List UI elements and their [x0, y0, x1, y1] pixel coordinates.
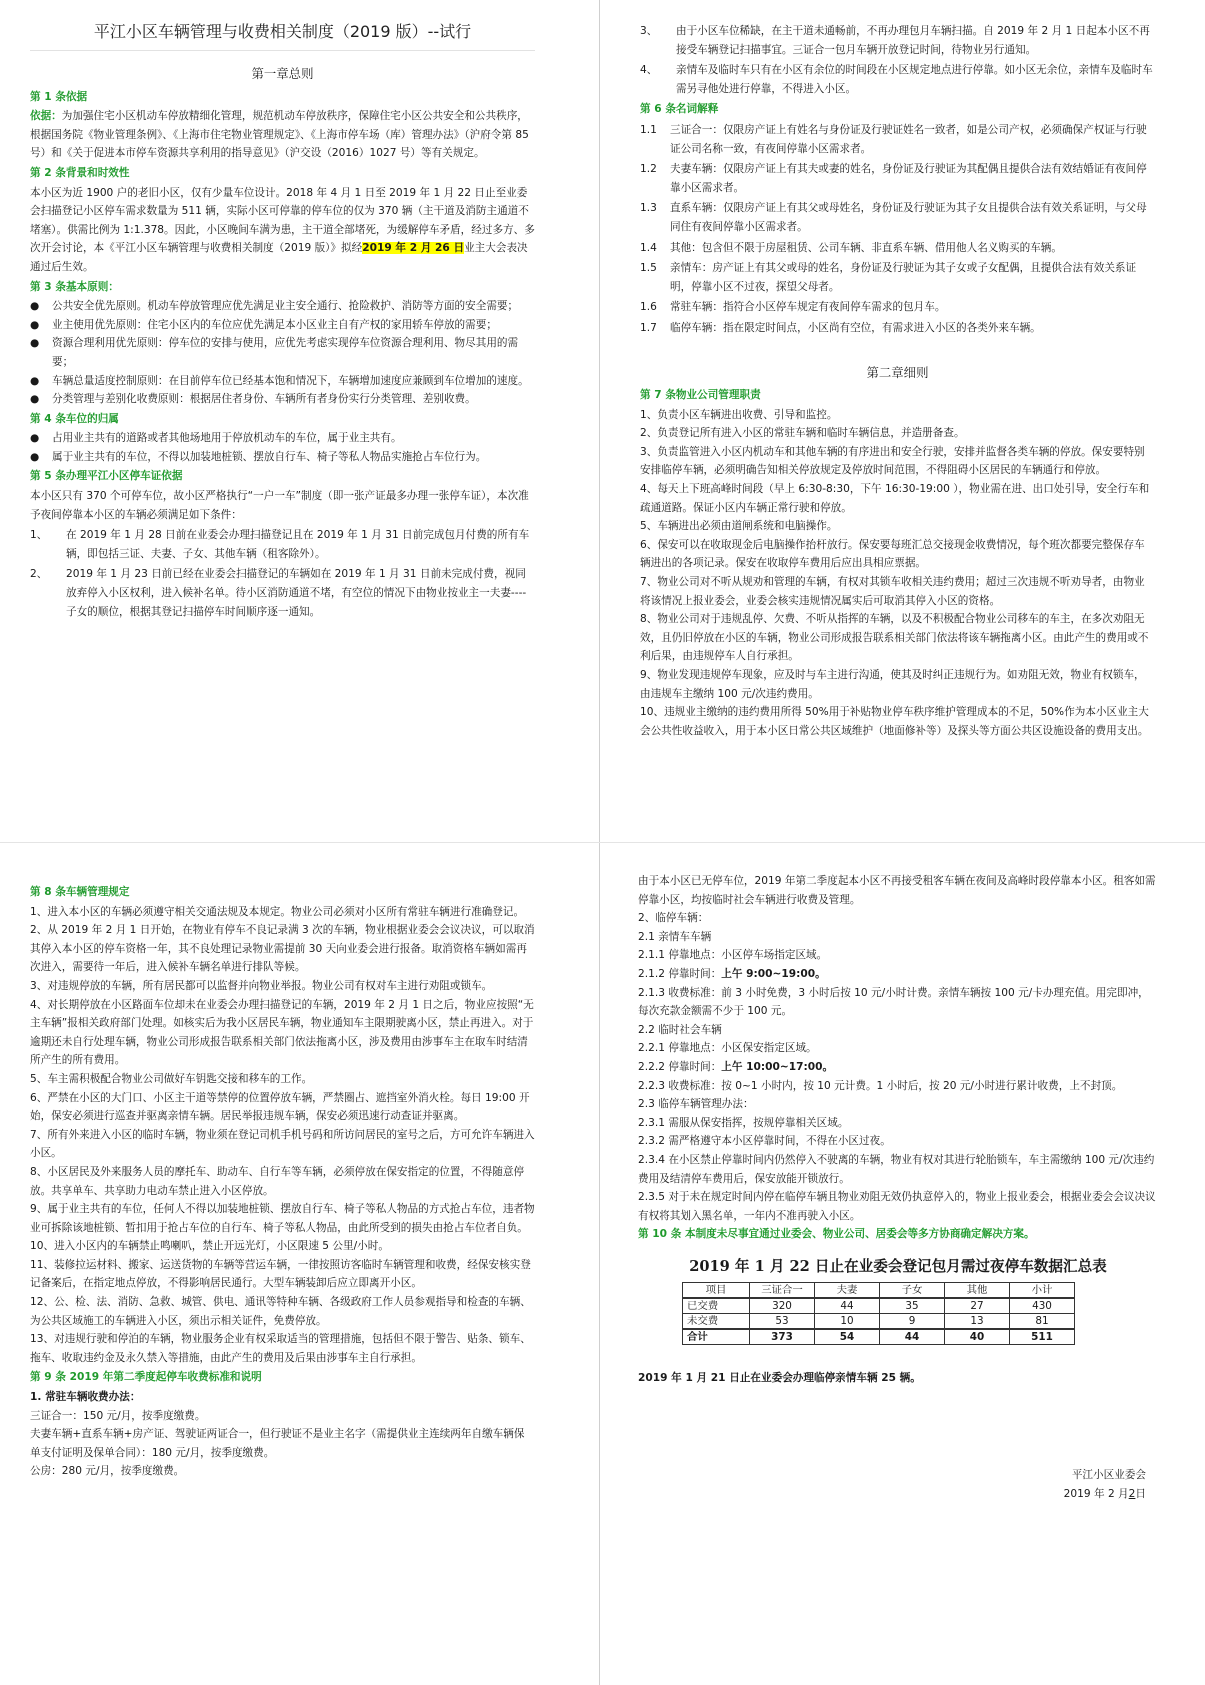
list-item: 8、物业公司对于违规乱停、欠费、不听从指挥的车辆，以及不积极配合物业公司移车的车主，在多次劝阻无效，且仍旧停放在小区的车辆，物业公司形成报告联系相关部门依法将该车辆拖离小区。由此产生的费用或不利后果，由违规停车人自行承担。 — [640, 613, 1149, 663]
list-item: 5、车主需积极配合物业公司做好车钥匙交接和移车的工作。 — [30, 1072, 313, 1085]
list-item: 2、从 2019 年 2 月 1 日开始，在物业有停车不良记录满 3 次的车辆，物业根据业委会会议决议，可以取消其停入本小区的停车资格一年，其不良处理记录物业需提前 30 天向业委会进行报备。取消资格车辆如需再次进入，需要待一年后，进入候补车辆名单进行排队等候。 — [30, 924, 535, 974]
article-10-title: 第 10 条 本制度未尽事宜通过业委会、物业公司、居委会等多方协商确定解决方案。 — [638, 1228, 1035, 1241]
article-2-tail: 业主大会表决通过后生效。 — [30, 242, 528, 273]
page-1 — [0, 0, 590, 835]
rule-line: 2.1.2 停靠时间：上午 9:00~19:00。 — [638, 967, 826, 980]
table-total-row — [683, 1329, 1075, 1345]
list-item: 1、负责小区车辆进出收费、引导和监控。 — [640, 408, 838, 421]
subsection-heading: 2.1 亲情车车辆 — [638, 930, 712, 943]
fee-line: 公房：280 元/月，按季度缴费。 — [30, 1465, 185, 1478]
rule-line: 2.1.3 收费标准：前 3 小时免费，3 小时后按 10 元/小时计费。亲情车辆按 100 元/卡办理充值。用完即冲，每次充款金额需不少于 100 元。 — [638, 986, 1149, 1018]
page-divider-horizontal — [0, 842, 1205, 843]
bullet-icon: ● — [30, 300, 40, 313]
list-item: 7、物业公司对不听从规劝和管理的车辆，有权对其锁车收相关违约费用；超过三次违规不听劝导者，由物业将该情况上报业委会，业委会核实违规情况属实后可取消其停入小区的资格。 — [640, 576, 1145, 607]
list-item: 1.2 夫妻车辆：仅限房产证上有其夫或妻的姓名，身份证及行驶证为其配偶且提供合法有效结婚证有夜间停靠小区需求者。 — [640, 163, 1147, 194]
list-item: 11、装修拉运材料、搬家、运送货物的车辆等营运车辆，一律按照访客临时车辆管理和收费，经保安核实登记备案后，在指定地点停放，不得影响居民通行。大型车辆装卸后应立即离开小区。 — [30, 1258, 531, 1290]
time-range: 上午 10:00~17:00。 — [721, 1060, 834, 1073]
list-item: 4、每天上下班高峰时间段（早上 6:30-8:30，下午 16:30-19:00 ），物业需在进、出口处引导，安全行车和疏通道路。保证小区内车辆正常行驶和停放。 — [640, 483, 1150, 514]
rule-line: 2.3.4 在小区禁止停靠时间内仍然停入不驶离的车辆，物业有权对其进行轮胎锁车，车主需缴纳 100 元/次违约费用及结清停车费用后，保安放能开锁放行。 — [638, 1153, 1155, 1185]
list-item: 4、对长期停放在小区路面车位却未在业委会办理扫描登记的车辆，2019 年 2 月 1 日之后，物业应按照“无主车辆”报相关政府部门处理。如核实后为我小区居民车辆，物业通知车主限期驶离小区，禁止再进入。对于逾期还未自行处理车辆，物业公司形成报告联系相关部门依法拖离小区，涉及费用由涉事车主在取车时结清所产生的所有费用。 — [30, 998, 534, 1067]
list-item: 3、负责监管进入小区内机动车和其他车辆的有序进出和安全行驶，安排并监督各类车辆的停放。保安要特别安排临停车辆，必须明确告知相关停放规定及停放时间范围，不得阻碍小区居民的车辆通行和停放。 — [640, 445, 1145, 477]
article-6-title: 第 6 条名词解释 — [640, 103, 719, 116]
list-item: ● 业主使用优先原则：住宅小区内的车位应优先满足本小区业主自有产权的家用轿车停放的需要； — [30, 316, 535, 335]
table-cell: 430 — [1010, 1298, 1075, 1314]
list-item: 1、进入本小区的车辆必须遵守相关交通法规及本规定。物业公司必须对小区所有常驻车辆进行准确登记。 — [30, 905, 525, 918]
time-range: 上午 9:00~19:00。 — [721, 967, 826, 980]
list-item: 10、违规业主缴纳的违约费用所得 50%用于补贴物业停车秩序维护管理成本的不足，50%作为本小区业主大会公共性收益收入，用于本小区日常公共区域维护（地面修补等）及探头等方面公共区设施设备的费用支出。 — [640, 706, 1149, 737]
table-header-cell: 项目 — [683, 1283, 750, 1299]
bullet-icon: ● — [30, 318, 40, 331]
table-header-row — [683, 1283, 1075, 1299]
article-1-text — [30, 107, 535, 163]
table-cell: 10 — [815, 1314, 880, 1330]
table-cell: 53 — [750, 1314, 815, 1330]
list-item: 2、负责登记所有进入小区的常驻车辆和临时车辆信息，并造册备查。 — [640, 427, 965, 440]
list-item: ● 分类管理与差别化收费原则：根据居住者身份、车辆所有者身份实行分类管理、差别收费。 — [30, 390, 535, 409]
article-4-title: 第 4 条车位的归属 — [30, 412, 119, 425]
table-cell: 54 — [815, 1329, 880, 1345]
bullet-icon: ● — [30, 337, 40, 350]
table-cell: 合计 — [683, 1329, 750, 1345]
signature-date: 2019 年 2 月2日 — [1063, 1487, 1146, 1500]
article-1-body: 为加强住宅小区机动车停放精细化管理，规范机动车停放秩序，保障住宅小区公共安全和公共秩序，根据国务院《物业管理条例》、《上海市住宅物业管理规定》、《上海市停车场（库）管理办法》（沪府令第 85 号）和《关于促进本市停车资源共享利用的指导意见》（沪交设（2016）1027 号）等有关规定。 — [30, 110, 529, 160]
list-item: 3、对违规停放的车辆，所有居民都可以监督并向物业举报。物业公司有权对车主进行劝阻或锁车。 — [30, 979, 493, 992]
article-7-title: 第 7 条物业公司管理职责 — [640, 389, 761, 402]
table-header-cell: 三证合一 — [750, 1283, 815, 1299]
subsection-heading: 2.2 临时社会车辆 — [638, 1023, 722, 1036]
page-2 — [610, 0, 1205, 835]
table-row — [683, 1298, 1075, 1314]
summary-table-title: 2019 年 1 月 22 日止在业委会登记包月需过夜停车数据汇总表 — [689, 1257, 1107, 1275]
list-item: 1.3 直系车辆：仅限房产证上有其父或母姓名，身份证及行驶证为其子女且提供合法有效关系证明，与父母同住有夜间停靠小区需求者。 — [640, 202, 1147, 233]
list-item: 1.7 临停车辆：指在限定时间点，小区尚有空位，有需求进入小区的各类外来车辆。 — [640, 321, 1041, 334]
list-item: ● 占用业主共有的道路或者其他场地用于停放机动车的车位，属于业主共有。 — [30, 429, 535, 448]
bullet-icon: ● — [30, 432, 40, 445]
table-cell: 13 — [945, 1314, 1010, 1330]
page-4 — [610, 850, 1205, 1685]
resident-fee-heading: 1. 常驻车辆收费办法： — [30, 1391, 141, 1404]
article-2-text — [30, 184, 535, 277]
list-item: ● 车辆总量适度控制原则：在目前停车位已经基本饱和情况下，车辆增加速度应兼顾到车位增加的速度。 — [30, 372, 535, 391]
bullet-icon: ● — [30, 393, 40, 406]
chapter-1-heading: 第一章总则 — [251, 66, 314, 81]
title-rule — [30, 50, 535, 51]
list-item: 13、对违规行驶和停泊的车辆，物业服务企业有权采取适当的管理措施，包括但不限于警告、贴条、锁车、拖车、收取违约金及永久禁入等措施，由此产生的费用及后果由涉事车主自行承担。 — [30, 1333, 531, 1364]
effective-date-highlight: 2019 年 2 月 26 日 — [362, 242, 465, 255]
table-cell: 9 — [880, 1314, 945, 1330]
table-cell: 320 — [750, 1298, 815, 1314]
rule-line: 2.2.1 停靠地点：小区保安指定区域。 — [638, 1042, 817, 1055]
chapter-2-heading: 第二章细则 — [866, 364, 929, 380]
list-item: 12、公、检、法、消防、急救、城管、供电、通讯等特种车辆、各级政府工作人员参观指导和检查的车辆、为公共区域施工的车辆进入小区，须出示相关证件，免费停放。 — [30, 1296, 531, 1327]
table-header-cell: 小计 — [1010, 1283, 1075, 1299]
list-item: 10、进入小区内的车辆禁止鸣喇叭，禁止开远光灯，小区限速 5 公里/小时。 — [30, 1240, 389, 1253]
table-cell: 511 — [1010, 1329, 1075, 1345]
list-item: 1.6 常驻车辆：指符合小区停车规定有夜间停车需求的包月车。 — [640, 301, 946, 314]
article-1-label: 依据： — [30, 110, 62, 123]
table-header-cell: 子女 — [880, 1283, 945, 1299]
article-3-title: 第 3 条基本原则： — [30, 280, 119, 293]
table-cell: 35 — [880, 1298, 945, 1314]
article-2-body: 本小区为近 1900 户的老旧小区，仅有少量车位设计。2018 年 4 月 1 日至 2019 年 1 月 22 日止至业委会扫描登记小区停车需求数量为 511 辆，实际小区可停靠的停车位的仅为 370 辆（主干道及消防主通道不堵塞）。供需比例为 1:1.378。因此，小区晚间车满为患，主干道全部堵死，为缓解停车矛盾，经过多方、多次开会讨论，本《平江小区车辆管理与收费相关制度（2019 版）》拟经 — [30, 186, 535, 255]
list-item: 2、 2019 年 1 月 23 日前已经在业委会扫描登记的车辆如在 2019 年 1 月 31 日前未完成付费，视同放弃停入小区权利，进入候补名单。待小区消防通道不堵，有空位的情况下由物业按业主一夫妻----子女的顺位，根据其登记扫描停车时间顺序逐一通知。 — [30, 568, 527, 618]
table-row — [683, 1314, 1075, 1330]
rule-line: 2.3.2 需严格遵守本小区停靠时间，不得在小区过夜。 — [638, 1135, 891, 1148]
temp-vehicle-heading: 2、临停车辆： — [638, 912, 709, 925]
rule-line: 2.2.3 收费标准：按 0~1 小时内，按 10 元计费。1 小时后，按 20 元/小时进行累计收费，上不封顶。 — [638, 1079, 1123, 1092]
table-cell: 未交费 — [683, 1314, 750, 1330]
table-cell: 已交费 — [683, 1298, 750, 1314]
article-2-title: 第 2 条背景和时效性 — [30, 166, 130, 179]
table-cell: 44 — [815, 1298, 880, 1314]
table-cell: 44 — [880, 1329, 945, 1345]
fee-line: 夫妻车辆+直系车辆+房产证、驾驶证两证合一，但行驶证不是业主名字（需提供业主连续两年自缴车辆保单支付证明及保单合同）：180 元/月，按季度缴费。 — [30, 1428, 525, 1459]
list-item: ● 属于业主共有的车位，不得以加装地桩锁、摆放自行车、椅子等私人物品实施抢占车位行为。 — [30, 448, 535, 467]
table-cell: 40 — [945, 1329, 1010, 1345]
document-title: 平江小区车辆管理与收费相关制度（2019 版）--试行 — [93, 22, 472, 41]
list-item: 4、 亲情车及临时车只有在小区有余位的时间段在小区规定地点进行停靠。如小区无余位，亲情车及临时车需另寻他处进行停靠，不得进入小区。 — [640, 64, 1153, 95]
table-header-cell: 夫妻 — [815, 1283, 880, 1299]
table-cell: 81 — [1010, 1314, 1075, 1330]
list-item: 9、物业发现违规停车现象，应及时与车主进行沟通，使其及时纠正违规行为。如劝阻无效，物业有权锁车，由违规车主缴纳 100 元/次违约费用。 — [640, 669, 1145, 700]
table-header-cell: 其他 — [945, 1283, 1010, 1299]
article-9-title: 第 9 条 2019 年第二季度起停车收费标准和说明 — [30, 1371, 262, 1384]
list-item: 7、所有外来进入小区的临时车辆，物业须在登记司机手机号码和所访问居民的室号之后，方可允许车辆进入小区。 — [30, 1128, 535, 1160]
bullet-icon: ● — [30, 450, 40, 463]
page-3 — [0, 850, 590, 1685]
list-item: 6、保安可以在收取现金后电脑操作抬杆放行。保安要每班汇总交接现金收费情况，每个班次都要完整保存车辆进出的各项记录。保安在收取停车费用后应出具相应票据。 — [640, 538, 1145, 570]
article-5-intro: 本小区只有 370 个可停车位，故小区严格执行“一户一车”制度（即一张产证最多办理一张停车证），本次准予夜间停靠本小区的车辆必须满足如下条件： — [30, 490, 529, 521]
tenant-policy: 由于本小区已无停车位，2019 年第二季度起本小区不再接受租客车辆在夜间及高峰时段停靠本小区。租客如需停靠小区，均按临时社会车辆进行收费及管理。 — [638, 875, 1156, 906]
rule-line: 2.3.1 需服从保安指挥，按规停靠相关区域。 — [638, 1116, 849, 1129]
list-item: 9、属于业主共有的车位，任何人不得以加装地桩锁、摆放自行车、椅子等私人物品的方式抢占车位，违者物业可拆除该地桩锁、暂扣用于抢占车位的自行车、椅子等私人物品，由此所受到的损失由抢占车位者自负。 — [30, 1203, 535, 1234]
list-item: 3、 由于小区车位稀缺，在主干道未通畅前，不再办理包月车辆扫描。自 2019 年 2 月 1 日起本小区不再接受车辆登记扫描事宜。三证合一包月车辆开放登记时间，待物业另行通知。 — [640, 25, 1150, 56]
signature-org: 平江小区业委会 — [1071, 1469, 1146, 1482]
list-item: 1.1 三证合一：仅限房产证上有姓名与身份证及行驶证姓名一致者，如是公司产权，必须确保产权证与行驶证公司名称一致，有夜间停靠小区需求者。 — [640, 123, 1147, 155]
article-8-title: 第 8 条车辆管理规定 — [30, 886, 130, 898]
rule-line: 2.1.1 停靠地点：小区停车场指定区域。 — [638, 949, 828, 962]
bullet-icon: ● — [30, 374, 40, 387]
list-item: 1.4 其他：包含但不限于房屋租赁、公司车辆、非直系车辆、借用他人名义购买的车辆。 — [640, 241, 1062, 254]
list-item: 1、 在 2019 年 1 月 28 日前在业委会办理扫描登记且在 2019 年 1 月 31 日前完成包月付费的所有车辆，即包括三证、夫妻、子女、其他车辆（租客除外）。 — [30, 529, 530, 560]
rule-line: 2.2.2 停靠时间：上午 10:00~17:00。 — [638, 1060, 834, 1073]
article-5-title: 第 5 条办理平江小区停车证依据 — [30, 470, 183, 483]
list-item: ● 公共安全优先原则。机动车停放管理应优先满足业主安全通行、抢险救护、消防等方面的安全需要； — [30, 297, 535, 316]
temp-family-note: 2019 年 1 月 21 日止在业委会办理临停亲情车辆 25 辆。 — [638, 1372, 921, 1385]
summary-table — [682, 1282, 1075, 1345]
list-item: 5、车辆进出必须由道闸系统和电脑操作。 — [640, 520, 838, 533]
table-cell: 27 — [945, 1298, 1010, 1314]
list-item: 1.5 亲情车：房产证上有其父或母的姓名，身份证及行驶证为其子女或子女配偶，且提供合法有效关系证明，停靠小区不过夜，探望父母者。 — [640, 262, 1137, 293]
list-item: ● 资源合理利用优先原则：停车位的安排与使用，应优先考虑实现停车位资源合理利用、物尽其用的需要； — [30, 334, 535, 371]
rule-line: 2.3.5 对于未在规定时间内停在临停车辆且物业劝阻无效仍执意停入的，物业上报业委会，根据业委会会议决议有权将其划入黑名单，一年内不准再驶入小区。 — [638, 1191, 1156, 1222]
subsection-heading: 2.3 临停车辆管理办法： — [638, 1098, 754, 1111]
fee-line: 三证合一：150 元/月，按季度缴费。 — [30, 1409, 206, 1422]
table-cell: 373 — [750, 1329, 815, 1345]
article-1-title: 第 1 条依据 — [30, 90, 88, 103]
list-item: 6、严禁在小区的大门口、小区主干道等禁停的位置停放车辆，严禁圈占、遮挡室外消火栓。每日 19:00 开始，保安必须进行巡查并驱离亲情车辆。居民举报违规车辆，保安必须迅速行动查证并驱离。 — [30, 1091, 530, 1123]
list-item: 8、小区居民及外来服务人员的摩托车、助动车、自行车等车辆，必须停放在保安指定的位置，不得随意停放。共享单车、共享助力电动车禁止进入小区停放。 — [30, 1165, 525, 1197]
